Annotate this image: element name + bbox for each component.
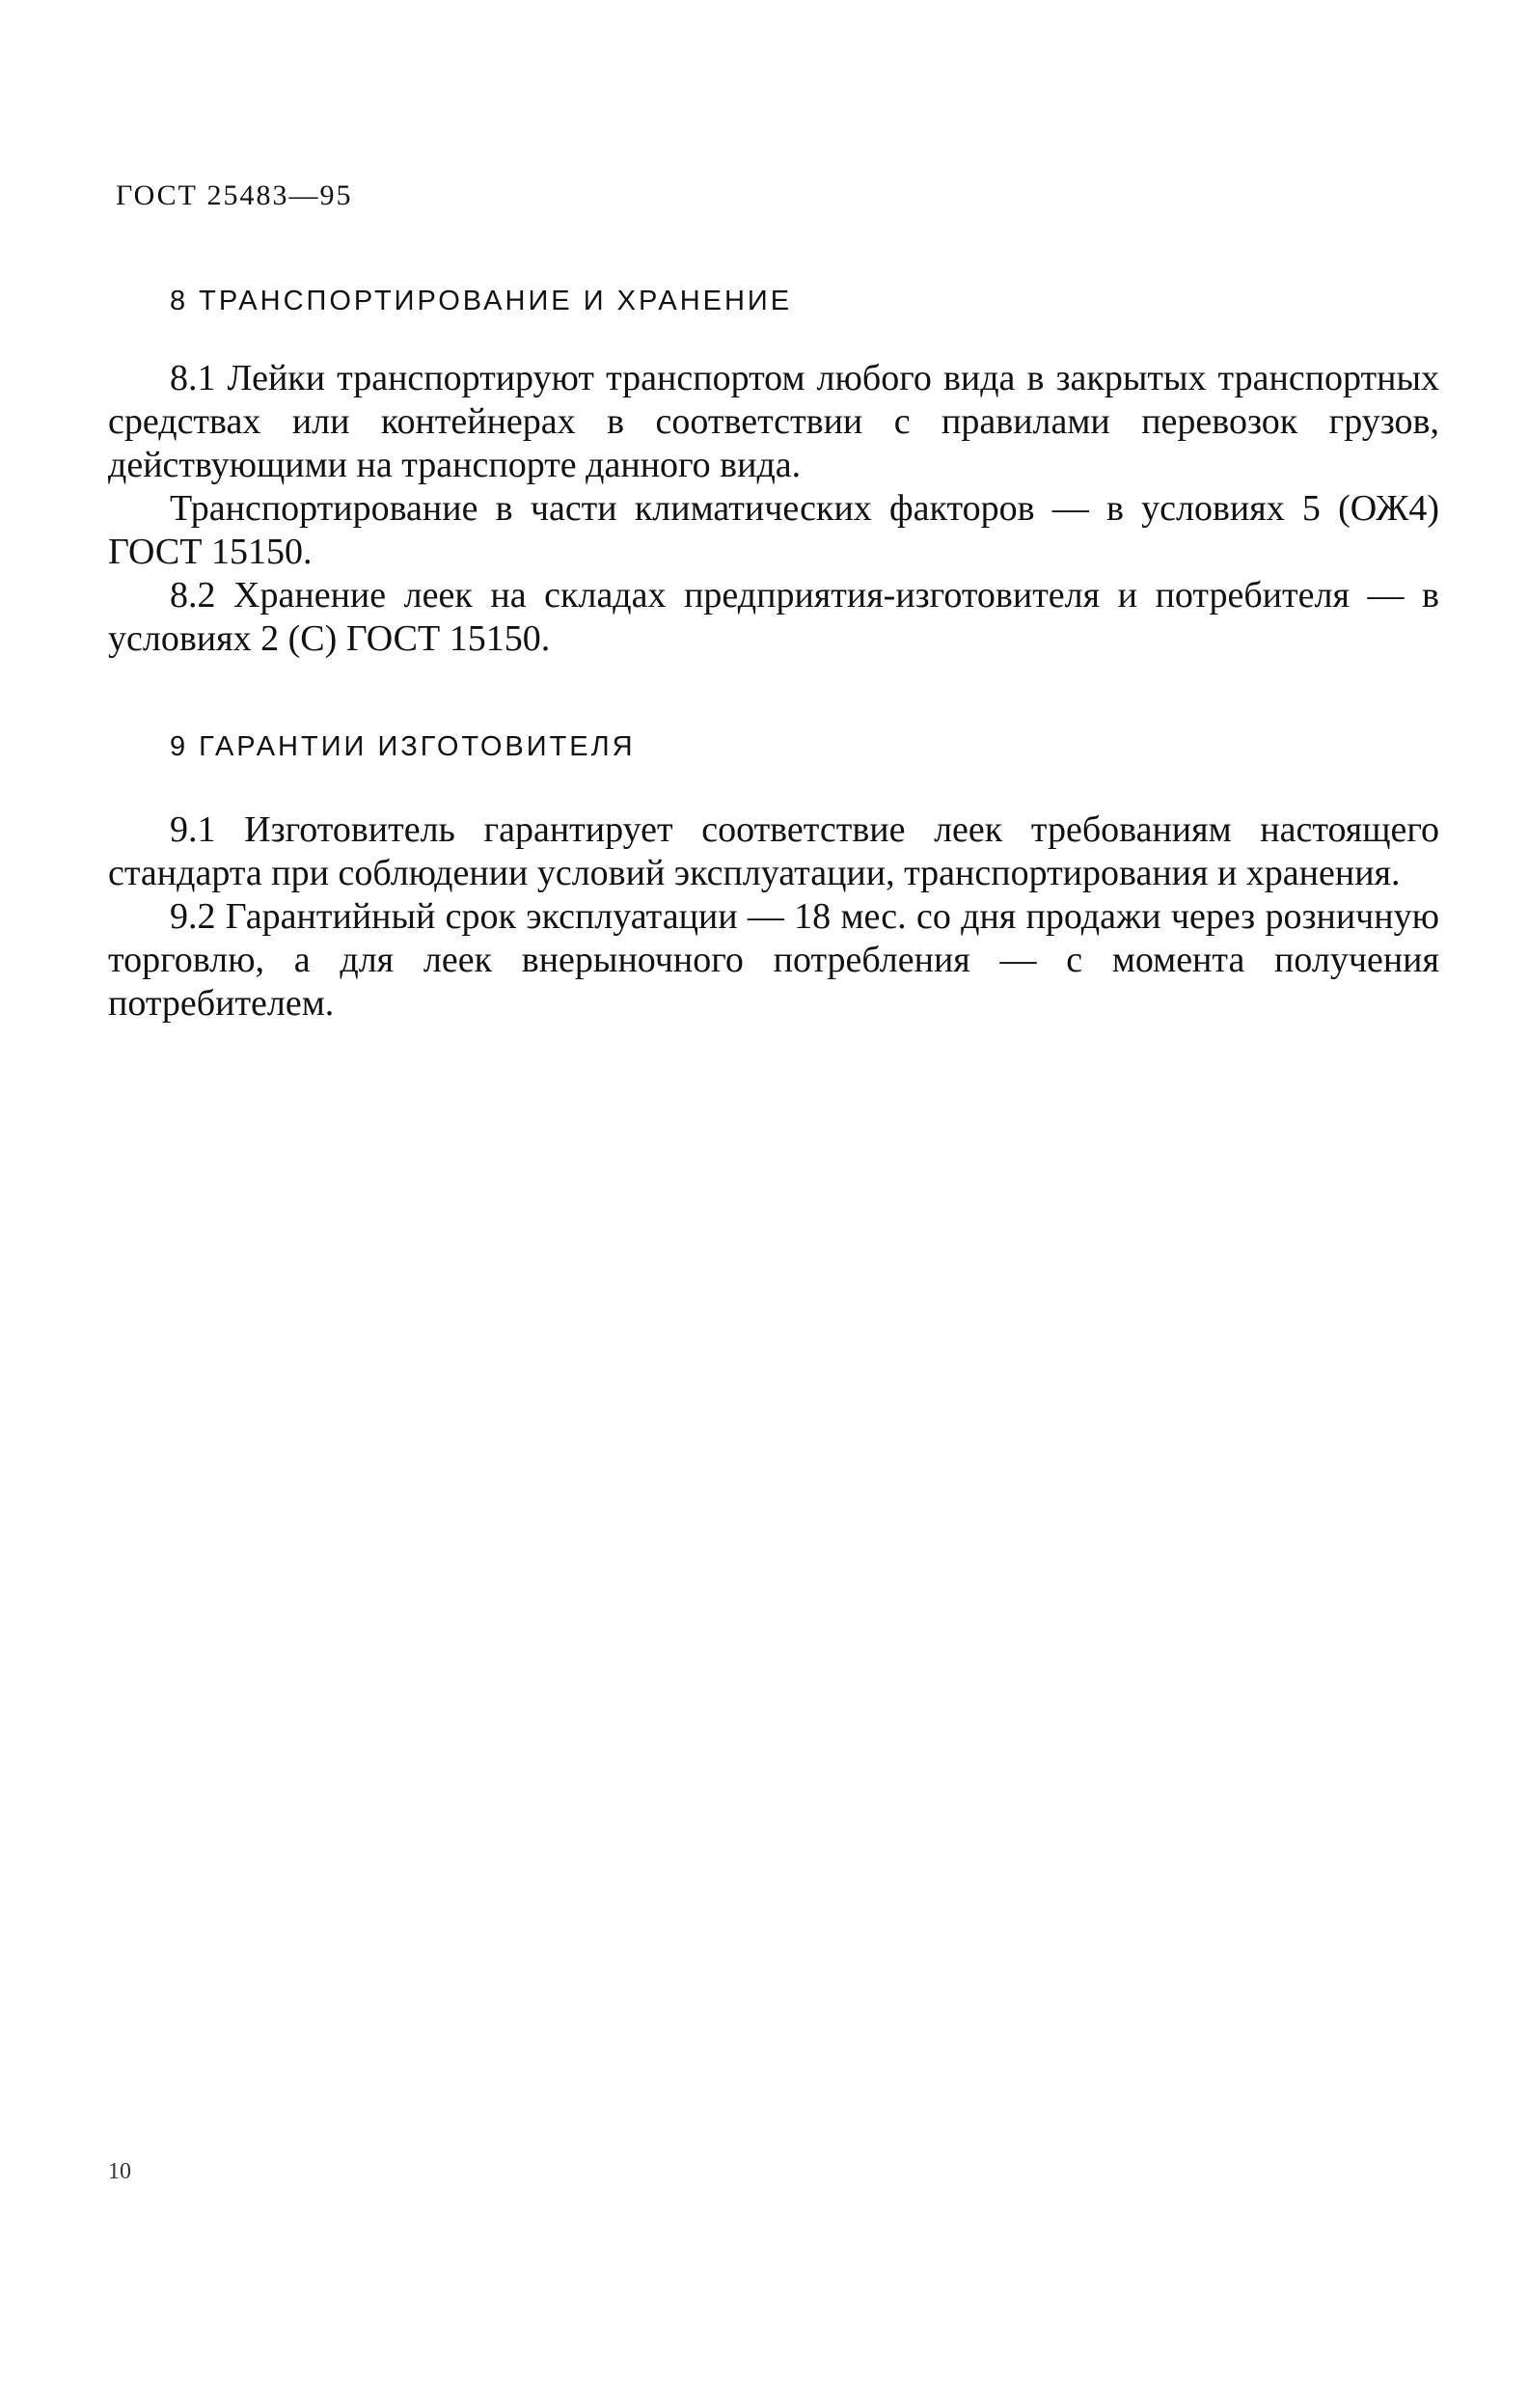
paragraph-9-2: 9.2 Гарантийный срок эксплуатации — 18 мес. со дня продажи через розничную торговлю, а для леек внерыночного потребления — с момента получения потребителем. — [108, 896, 1439, 1024]
paragraph-8-1-climate: Транспортирование в части климатических факторов — в условиях 5 (ОЖ4) ГОСТ 15150. — [108, 488, 1439, 572]
section-9-body — [108, 808, 1439, 1026]
section-8-title: 8 ТРАНСПОРТИРОВАНИЕ И ХРАНЕНИЕ — [170, 286, 793, 316]
page-number: 10 — [108, 2159, 131, 2184]
document-header: ГОСТ 25483—95 — [116, 179, 353, 211]
section-8-body — [108, 357, 1439, 661]
paragraph-8-2: 8.2 Хранение леек на складах предприятия-изготовителя и потребителя — в условиях 2 (С) ГОСТ 15150. — [108, 575, 1439, 659]
paragraph-8-1: 8.1 Лейки транспортируют транспортом любого вида в закрытых транспортных средствах или контейнерах в соответствии с правилами перевозок грузов, действующими на транспорте данного вида. — [108, 358, 1439, 485]
section-9-title: 9 ГАРАНТИИ ИЗГОТОВИТЕЛЯ — [170, 731, 636, 762]
paragraph-9-1: 9.1 Изготовитель гарантирует соответствие леек требованиям настоящего стандарта при соблюдении условий эксплуатации, транспортирования и хранения. — [108, 809, 1439, 893]
